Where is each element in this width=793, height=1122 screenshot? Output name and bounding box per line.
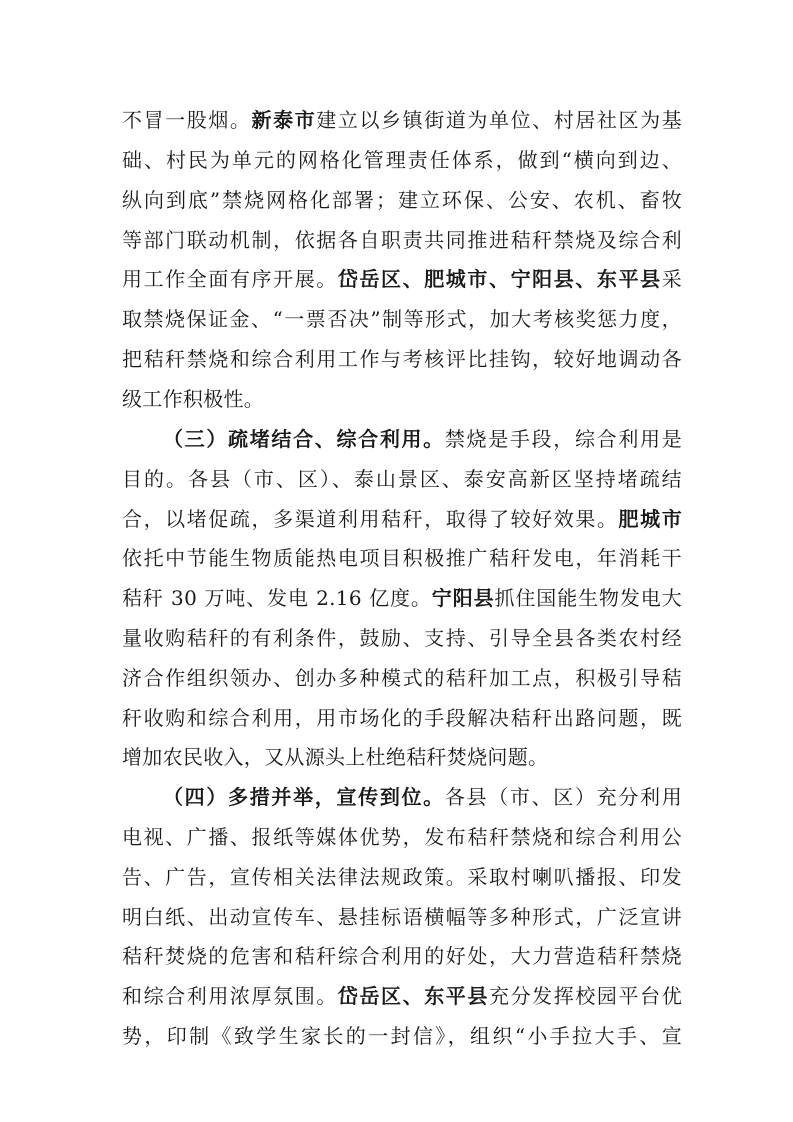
text-line: 秸秆焚烧的危害和秸秆综合利用的好处，大力营造秸秆禁烧	[122, 944, 682, 968]
text-line: 势，印制《致学生家长的一封信》，组织“小手拉大手、宣	[122, 1024, 682, 1048]
place-name-bold: 新泰市	[251, 108, 317, 132]
text-line	[122, 259, 682, 299]
text-run: 充分发挥校园平台优	[489, 984, 682, 1008]
text-line: 增加农民收入，又从源头上杜绝秸秆焚烧问题。	[122, 745, 549, 769]
text-run: 各县（市、区）充分利用	[444, 785, 682, 809]
text-run: 建立以乡镇街道为单位、村居社区为基	[316, 108, 682, 132]
text-line: 明白纸、出动宣传车、悬挂标语横幅等多种形式，广泛宣讲	[122, 905, 682, 929]
text-run: 采	[661, 267, 682, 291]
place-name-bold: 宁阳县	[431, 586, 495, 610]
place-name-bold: 岱岳区、东平县	[337, 984, 489, 1008]
section-4-heading: （四）多措并举，宣传到位。	[163, 785, 445, 809]
text-line: 济合作组织领办、创办多种模式的秸秆加工点，积极引导秸	[122, 666, 682, 690]
text-run: 和综合利用浓厚氛围。	[122, 984, 338, 1008]
text-run: 不冒一股烟。	[122, 108, 252, 132]
text-line: 依托中节能生物质能热电项目积极推广秸秆发电，年消耗干	[122, 546, 682, 570]
text-line: 告、广告，宣传相关法律法规政策。采取村喇叭播报、印发	[122, 865, 682, 889]
text-run: 用工作全面有序开展。	[122, 267, 338, 291]
text-run: 秸秆 30 万吨、发电 2.16 亿度。	[122, 586, 432, 610]
text-line: 电视、广播、报纸等媒体优势，发布秸秆禁烧和综合利用公	[122, 825, 682, 849]
text-line	[122, 100, 682, 140]
text-line: 秆收购和综合利用，用市场化的手段解决秸秆出路问题，既	[122, 706, 682, 730]
place-name-bold: 岱岳区、肥城市、宁阳县、东平县	[337, 267, 662, 291]
section-3-heading: （三）疏堵结合、综合利用。	[163, 427, 445, 451]
text-line: 目的。各县（市、区）、泰山景区、泰安高新区坚持堵疏结	[122, 467, 682, 491]
section-4-first-line	[163, 777, 682, 817]
text-run: 抓住国能生物发电大	[494, 586, 682, 610]
text-line: 取禁烧保证金、“一票否决”制等形式，加大考核奖惩力度，	[122, 307, 682, 331]
text-line	[122, 499, 682, 539]
text-line: 等部门联动机制，依据各自职责共同推进秸秆禁烧及综合利	[122, 228, 682, 252]
section-3-first-line	[163, 419, 682, 459]
text-line: 把秸秆禁烧和综合利用工作与考核评比挂钩，较好地调动各	[122, 347, 682, 371]
text-line: 级工作积极性。	[122, 387, 265, 411]
text-run: 合，以堵促疏，多渠道利用秸秆，取得了较好效果。	[122, 507, 619, 531]
text-line: 纵向到底”禁烧网格化部署；建立环保、公安、农机、畜牧	[122, 188, 682, 212]
place-name-bold: 肥城市	[618, 507, 682, 531]
text-line	[122, 578, 682, 618]
text-line: 础、村民为单元的网格化管理责任体系，做到“横向到边、	[122, 148, 682, 172]
text-line: 量收购秸秆的有利条件，鼓励、支持、引导全县各类农村经	[122, 626, 682, 650]
text-run: 禁烧是手段，综合利用是	[444, 427, 682, 451]
text-line	[122, 976, 682, 1016]
